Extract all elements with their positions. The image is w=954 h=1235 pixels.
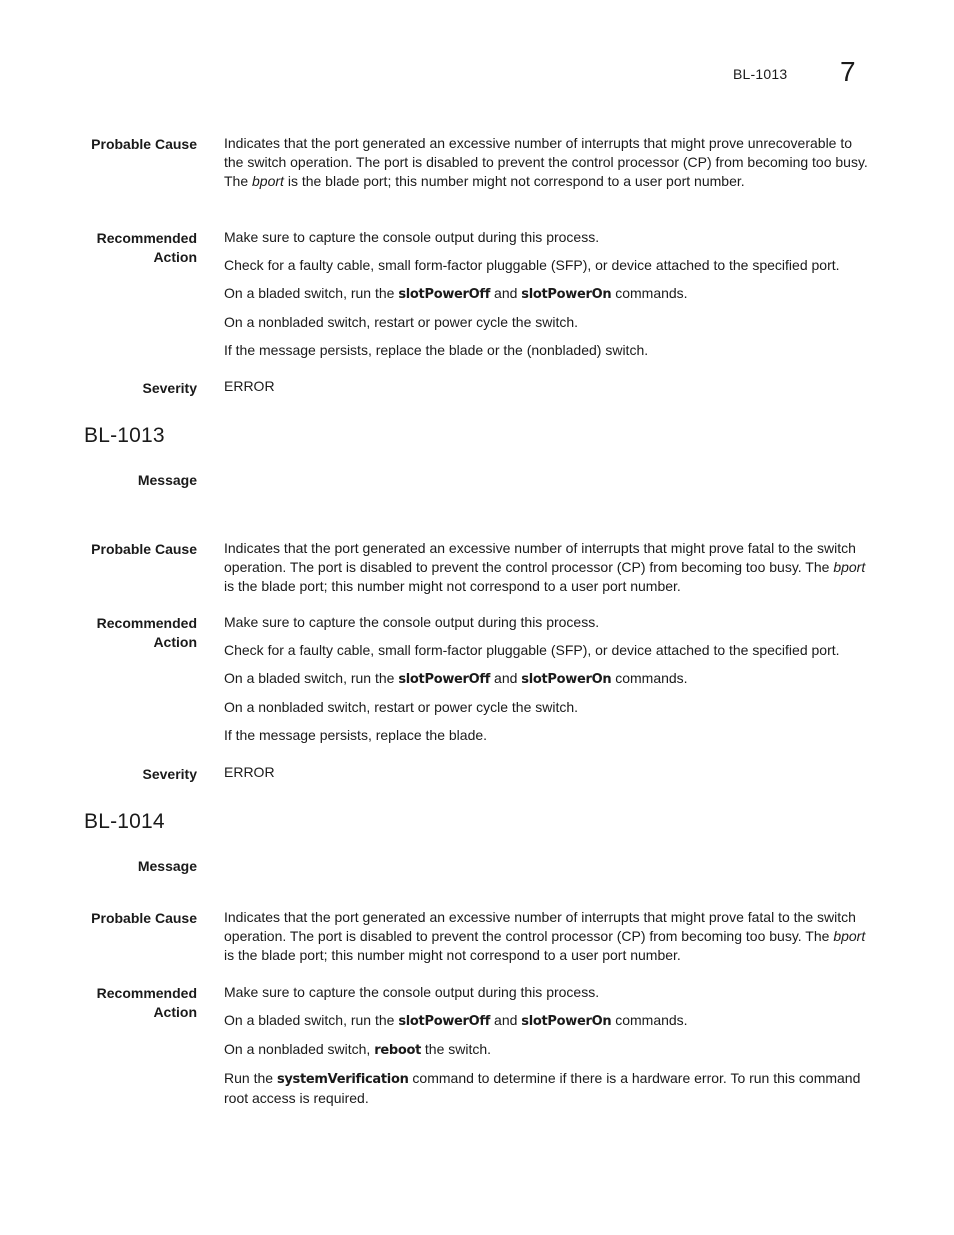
label-recommended: Recommended [96, 230, 197, 246]
label-action: Action [153, 634, 197, 650]
bport-term: bport [252, 173, 284, 189]
section-heading-bl-1014: BL-1014 [84, 810, 165, 833]
command-systemverification: systemVerification [276, 1072, 409, 1087]
cause-text-b: is the blade port; this number might not correspond to a user port number. [283, 173, 745, 189]
action-line: On a bladed switch, run the slotPowerOff and slotPowerOn commands. [224, 285, 688, 302]
label-action: Action [153, 249, 197, 265]
recommended-action-text [224, 228, 874, 360]
action-line: On a nonbladed switch, restart or power cycle the switch. [224, 699, 579, 715]
probable-cause-label: Probable Cause [91, 541, 197, 557]
label-action: Action [153, 1004, 197, 1020]
severity-value: ERROR [224, 764, 275, 780]
action-line: Make sure to capture the console output during this process. [224, 229, 600, 245]
message-label: Message [137, 858, 197, 874]
action-line: Make sure to capture the console output during this process. [224, 614, 600, 630]
chapter-number: 7 [840, 56, 856, 87]
severity-label: Severity [142, 380, 197, 396]
action-line: On a bladed switch, run the slotPowerOff and slotPowerOn commands. [224, 670, 688, 687]
probable-cause-text [224, 908, 874, 965]
action-line: Check for a faulty cable, small form-factor pluggable (SFP), or device attached to the specified port. [224, 642, 840, 658]
bport-term: bport [833, 559, 866, 575]
probable-cause-label: Probable Cause [91, 136, 197, 152]
action-line: Run the systemVerification command to determine if there is a hardware error. To run this command root access is required. [224, 1070, 861, 1106]
cause-text-b: is the blade port; this number might not correspond to a user port number. [224, 578, 681, 594]
label-recommended: Recommended [96, 615, 197, 631]
probable-cause-label: Probable Cause [91, 910, 197, 926]
section-heading-bl-1013: BL-1013 [84, 424, 165, 447]
action-line: On a nonbladed switch, restart or power cycle the switch. [224, 314, 579, 330]
action-line: On a nonbladed switch, reboot the switch. [224, 1041, 492, 1058]
command-slotpoweron: slotPowerOn [521, 287, 612, 302]
probable-cause-text [224, 539, 874, 596]
action-line: Make sure to capture the console output during this process. [224, 984, 600, 1000]
header-title: BL-1013 [733, 66, 788, 82]
message-label: Message [137, 472, 197, 488]
recommended-action-label [47, 614, 197, 652]
cause-text-a: Indicates that the port generated an excessive number of interrupts that might prove fatal to the switch operation. The port is disabled to prevent the control processor (CP) from becoming too busy. The [224, 540, 856, 575]
recommended-action-text [224, 983, 874, 1108]
probable-cause-text [224, 134, 874, 191]
command-reboot: reboot [374, 1043, 422, 1058]
recommended-action-label [47, 984, 197, 1022]
action-line: Check for a faulty cable, small form-factor pluggable (SFP), or device attached to the specified port. [224, 257, 840, 273]
command-slotpoweroff: slotPowerOff [398, 672, 491, 687]
action-line: If the message persists, replace the blade. [224, 727, 488, 743]
cause-text-a: Indicates that the port generated an excessive number of interrupts that might prove unrecoverable to the switch operation. The port is disabled to prevent the control processor (CP) from becoming too busy. The [224, 135, 868, 189]
action-line: If the message persists, replace the blade or the (nonbladed) switch. [224, 342, 649, 358]
cause-text-b: is the blade port; this number might not correspond to a user port number. [224, 947, 681, 963]
bport-term: bport [833, 928, 866, 944]
recommended-action-text [224, 613, 874, 745]
command-slotpoweron: slotPowerOn [521, 1014, 612, 1029]
page-header [0, 58, 954, 90]
command-slotpoweron: slotPowerOn [521, 672, 612, 687]
recommended-action-label [47, 229, 197, 267]
label-recommended: Recommended [96, 985, 197, 1001]
severity-value: ERROR [224, 378, 275, 394]
command-slotpoweroff: slotPowerOff [398, 287, 491, 302]
command-slotpoweroff: slotPowerOff [398, 1014, 491, 1029]
severity-label: Severity [142, 766, 197, 782]
cause-text-a: Indicates that the port generated an excessive number of interrupts that might prove fatal to the switch operation. The port is disabled to prevent the control processor (CP) from becoming too busy. The [224, 909, 856, 944]
action-line: On a bladed switch, run the slotPowerOff and slotPowerOn commands. [224, 1012, 688, 1029]
